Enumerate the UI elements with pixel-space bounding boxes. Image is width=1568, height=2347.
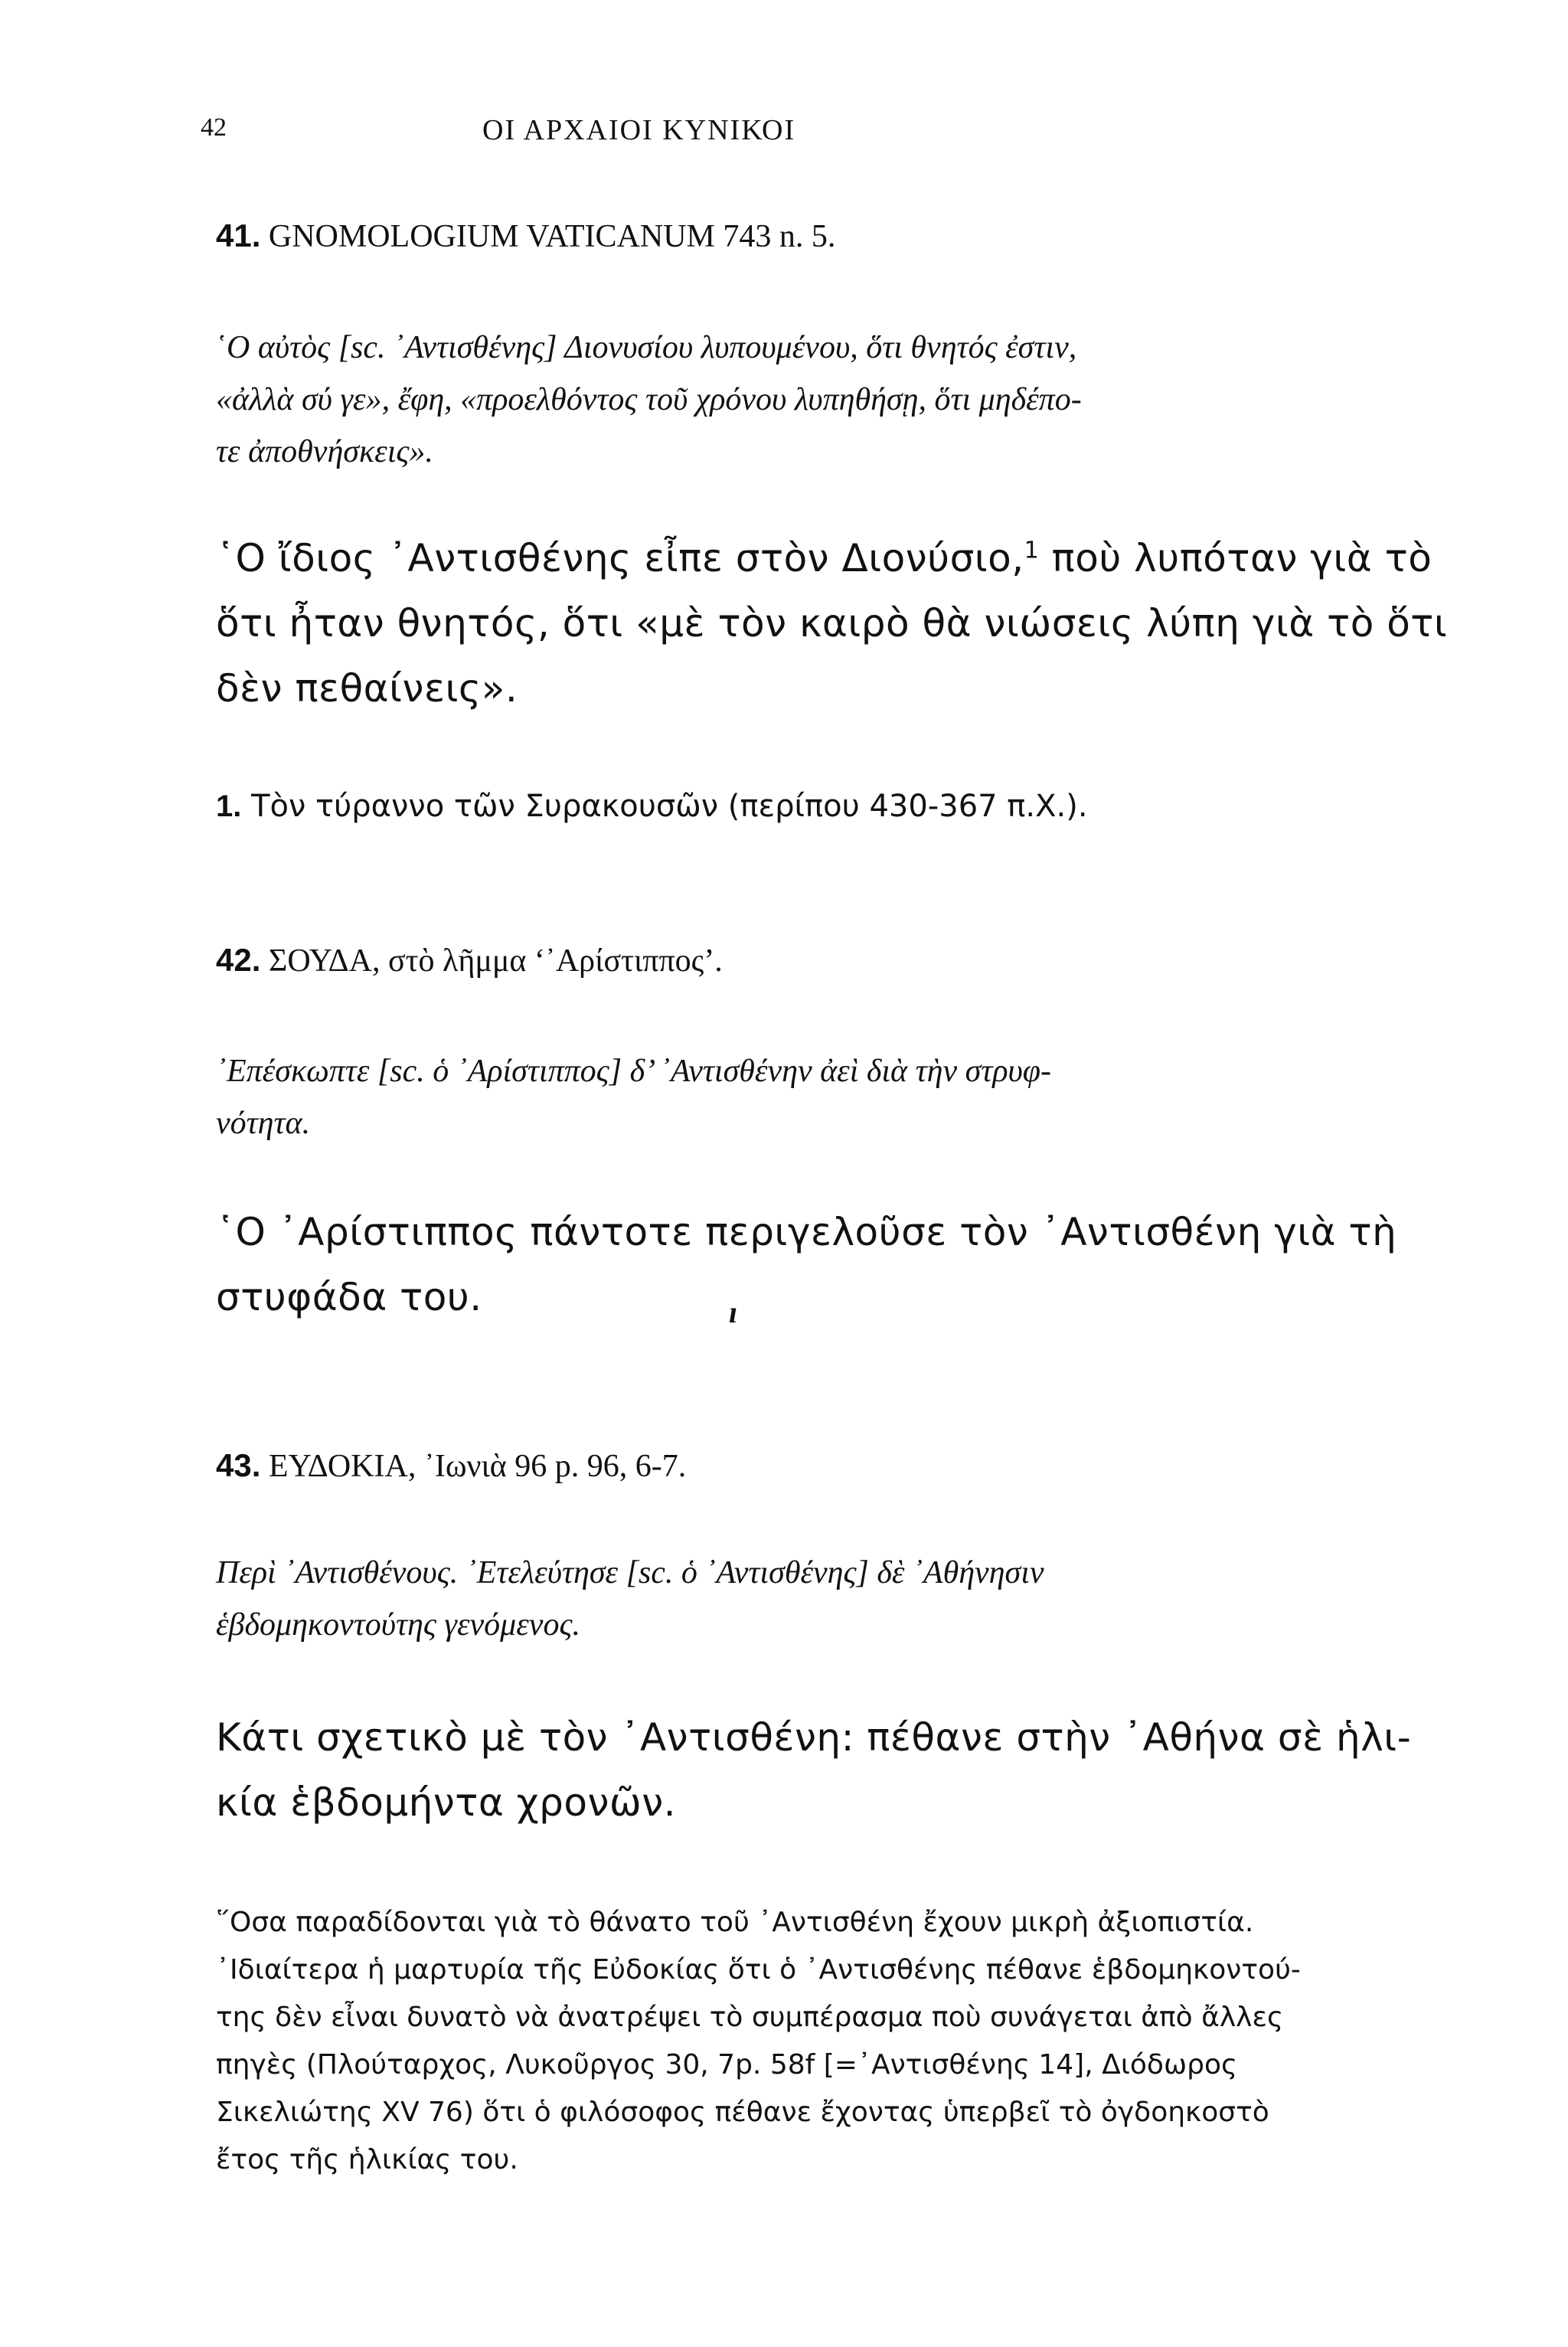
note-line: ἔτος τῆς ἡλικίας του. [216,2144,518,2175]
footnote-number: 1. [216,789,242,823]
translation-line: ῾Ο ᾿Αρίστιππος πάντοτε περιγελοῦσε τὸν ᾿Αντισθένη γιὰ τὴ [216,1210,1397,1254]
translation-line: κία ἑβδομήντα χρονῶν. [216,1780,677,1825]
greek-line: ἑβδομηκοντούτης γενόμενος. [216,1607,580,1643]
entry-source: ΣΟΥΔΑ, στὸ λῆμμα ‘᾿Αρίστιππος’. [260,943,723,979]
entry-number: 42. [216,942,261,978]
footnote-ref: 1 [1024,537,1040,564]
entry-43-heading [216,1447,686,1485]
stray-mark: ı [729,1295,738,1329]
greek-line: ῾Ο αὐτὸς [sc. ᾿Αντισθένης] Διονυσίου λυπουμένου, ὅτι θνητός ἐστιν, [216,330,1077,365]
entry-41-heading [216,217,835,255]
translation-line: Κάτι σχετικὸ μὲ τὸν ᾿Αντισθένη: πέθανε στὴν ᾿Αθήνα σὲ ἡλι- [216,1715,1412,1760]
running-header: ΟΙ ΑΡΧΑΙΟΙ ΚΥΝΙΚΟΙ [482,114,796,146]
entry-source: ΕΥΔΟΚΙΑ, ᾿Ιωνιὰ 96 p. 96, 6-7. [260,1449,687,1484]
translation-line: στυφάδα του. [216,1275,482,1319]
page-number: 42 [201,113,227,142]
note-line: ῞Οσα παραδίδονται γιὰ τὸ θάνατο τοῦ ᾿Αντισθένη ἔχουν μικρὴ ἀξιοπιστία. [216,1907,1254,1938]
note-line: της δὲν εἶναι δυνατὸ νὰ ἀνατρέψει τὸ συμπέρασμα ποὺ συνάγεται ἀπὸ ἄλλες [216,2002,1284,2033]
greek-line: τε ἀποθνήσκεις». [216,434,433,469]
note-line: Σικελιώτης XV 76) ὅτι ὁ φιλόσοφος πέθανε ἔχοντας ὑπερβεῖ τὸ ὀγδοηκοστὸ [216,2097,1269,2128]
translation-text: ποὺ λυπόταν γιὰ τὸ [1039,536,1432,580]
translation-line [216,536,1432,580]
greek-line: ᾿Επέσκωπτε [sc. ὁ ᾿Αρίστιππος] δ’ ᾿Αντισθένην ἀεὶ διὰ τὴν στρυφ- [216,1054,1052,1089]
footnote-text: Τὸν τύραννο τῶν Συρακουσῶν (περίπου 430-367 π.Χ.). [241,789,1088,824]
greek-line: Περὶ ᾿Αντισθένους. ᾿Ετελεύτησε [sc. ὁ ᾿Αντισθένης] δὲ ᾿Αθήνησιν [216,1555,1044,1590]
note-line: ᾿Ιδιαίτερα ἡ μαρτυρία τῆς Εὐδοκίας ὅτι ὁ ᾿Αντισθένης πέθανε ἑβδομηκοντού- [216,1954,1301,1986]
translation-line: δὲν πεθαίνεις». [216,666,518,711]
entry-number: 43. [216,1447,261,1483]
translation-text: ῾Ο ἴδιος ᾿Αντισθένης εἶπε στὸν Διονύσιο, [216,536,1024,580]
translation-line: ὅτι ἦταν θνητός, ὅτι «μὲ τὸν καιρὸ θὰ νιώσεις λύπη γιὰ τὸ ὅτι [216,601,1448,646]
note-line: πηγὲς (Πλούταρχος, Λυκοῦργος 30, 7p. 58f [=᾿Αντισθένης 14], Διόδωρος [216,2049,1238,2081]
footnote [216,789,1088,824]
entry-number: 41. [216,217,261,253]
entry-42-heading [216,942,723,979]
greek-line: «ἀλλὰ σύ γε», ἔφη, «προελθόντος τοῦ χρόνου λυπηθήσῃ, ὅτι μηδέπο- [216,382,1082,417]
greek-line: νότητα. [216,1106,311,1141]
entry-source: GNOMOLOGIUM VATICANUM 743 n. 5. [268,219,836,254]
